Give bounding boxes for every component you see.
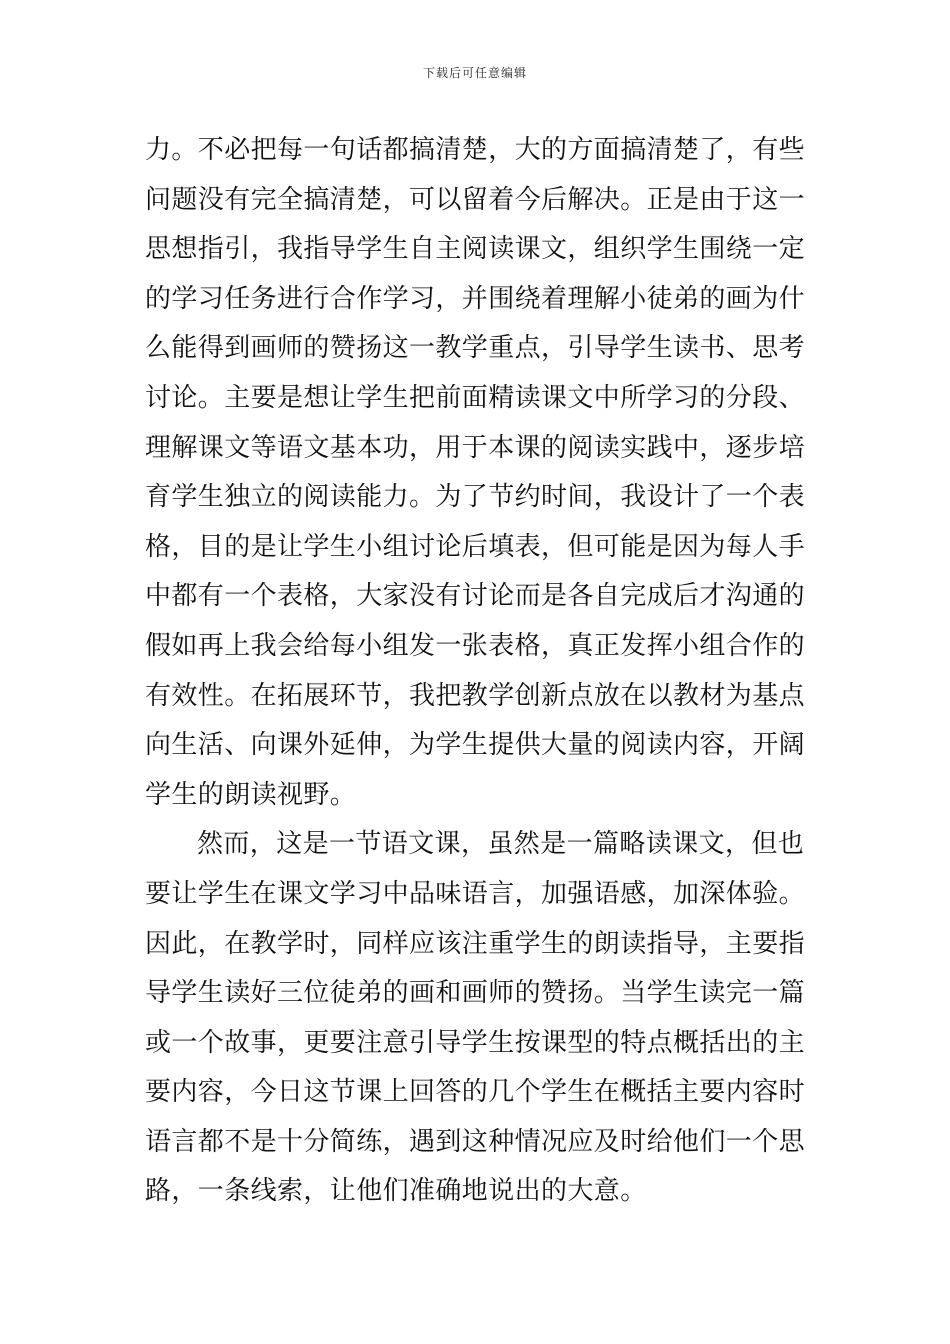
text-line: 问题没有完全搞清楚，可以留着今后解决。正是由于这一: [145, 184, 806, 215]
text-line: 格，目的是让学生小组讨论后填表，但可能是因为每人手: [145, 531, 806, 562]
text-line: 假如再上我会给每小组发一张表格，真正发挥小组合作的: [145, 630, 806, 661]
text-line: 向生活、向课外延伸，为学生提供大量的阅读内容，开阔: [145, 730, 806, 761]
text-line: 么能得到画师的赞扬这一教学重点，引导学生读书、思考: [145, 333, 806, 364]
text-line: 路，一条线索，让他们准确地说出的大意。: [145, 1176, 647, 1207]
text-line: 语言都不是十分简练，遇到这种情况应及时给他们一个思: [145, 1126, 806, 1157]
text-line: 因此，在教学时，同样应该注重学生的朗读指导，主要指: [145, 928, 806, 959]
page-header-note: 下载后可任意编辑: [422, 66, 527, 80]
text-line: 力。不必把每一句话都搞清楚，大的方面搞清楚了，有些: [145, 135, 806, 165]
text-line: 要让学生在课文学习中品味语言，加强语感，加深体验。: [145, 878, 806, 909]
text-line: 要内容，今日这节课上回答的几个学生在概括主要内容时: [145, 1077, 806, 1108]
text-line: 思想指引，我指导学生自主阅读课文，组织学生围绕一定: [145, 234, 806, 265]
text-line: 导学生读好三位徒弟的画和画师的赞扬。当学生读完一篇: [145, 978, 806, 1009]
document-body: [145, 126, 815, 1217]
text-line: 然而，这是一节语文课，虽然是一篇略读课文，但也: [197, 829, 805, 860]
text-line: 中都有一个表格，大家没有讨论而是各自完成后才沟通的: [145, 581, 806, 612]
text-line: 的学习任务进行合作学习，并围绕着理解小徒弟的画为什: [145, 283, 806, 314]
paragraph: [145, 126, 815, 820]
text-line: 理解课文等语文基本功，用于本课的阅读实践中，逐步培: [145, 432, 806, 463]
text-line: 育学生独立的阅读能力。为了节约时间，我设计了一个表: [145, 482, 806, 513]
text-line: 学生的朗读视野。: [145, 779, 357, 810]
text-line: 讨论。主要是想让学生把前面精读课文中所学习的分段、: [145, 382, 806, 413]
text-line: 有效性。在拓展环节，我把教学创新点放在以教材为基点: [145, 680, 806, 711]
paragraph: [145, 820, 815, 1217]
text-line: 或一个故事，更要注意引导学生按课型的特点概括出的主: [145, 1027, 806, 1058]
